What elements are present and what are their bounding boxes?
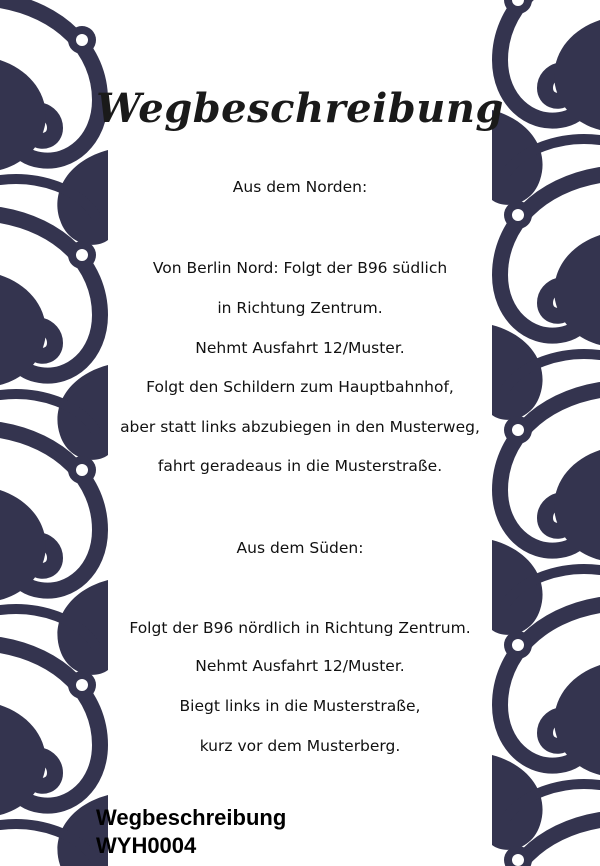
north-line-6: fahrt geradeaus in die Musterstraße. (157, 457, 443, 475)
south-line-4: kurz vor dem Musterberg. (199, 737, 401, 755)
product-code: WYH0004 (96, 833, 197, 858)
product-caption (96, 804, 396, 860)
north-heading: Aus dem Norden: (232, 178, 368, 196)
south-line-3: Biegt links in die Musterstraße, (179, 697, 421, 715)
south-line-1: Folgt der B96 nördlich in Richtung Zentrum. (129, 619, 471, 637)
north-line-2: in Richtung Zentrum. (217, 299, 383, 317)
page-title: Wegbeschreibung (96, 85, 504, 132)
product-name: Wegbeschreibung (96, 805, 287, 830)
south-heading: Aus dem Süden: (236, 539, 364, 557)
north-line-5: aber statt links abzubiegen in den Musterweg, (120, 418, 480, 436)
north-line-4: Folgt den Schildern zum Hauptbahnhof, (146, 378, 454, 396)
south-line-2: Nehmt Ausfahrt 12/Muster. (195, 657, 405, 675)
north-line-1: Von Berlin Nord: Folgt der B96 südlich (152, 259, 448, 277)
north-line-3: Nehmt Ausfahrt 12/Muster. (195, 339, 405, 357)
